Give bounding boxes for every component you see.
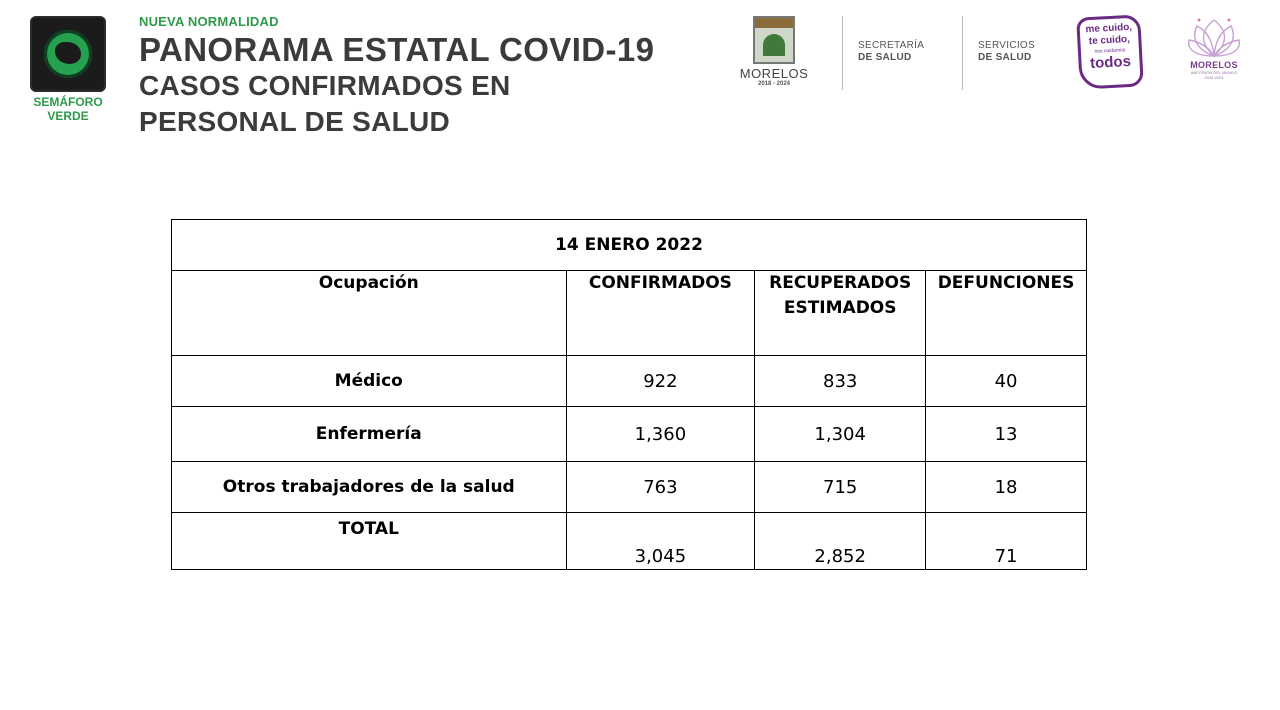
dep1-line2: DE SALUD	[858, 52, 912, 63]
cell-confirmados: 1,360	[566, 407, 755, 462]
table-row	[172, 356, 1087, 407]
cuido-line3: nos cuidamos	[1094, 47, 1126, 55]
page-subtitle-line2: PERSONAL DE SALUD	[139, 106, 451, 137]
table-row	[172, 462, 1087, 513]
cell-recuperados: 1,304	[755, 407, 926, 462]
dep2-line2: DE SALUD	[978, 52, 1032, 63]
cell-ocupacion: TOTAL	[172, 513, 567, 570]
page-subtitle-line1: CASOS CONFIRMADOS EN	[139, 70, 511, 101]
divider	[962, 16, 963, 90]
cell-ocupacion: Otros trabajadores de la salud	[172, 462, 567, 513]
table-date-row	[172, 220, 1087, 271]
morelos-government-logo	[738, 14, 810, 87]
report-date: 14 ENERO 2022	[172, 220, 1087, 271]
cell-defunciones: 13	[926, 407, 1087, 462]
cell-defunciones: 71	[926, 513, 1087, 570]
traffic-light-icon	[30, 16, 106, 92]
cell-defunciones: 18	[926, 462, 1087, 513]
divider	[842, 16, 843, 90]
cell-recuperados: 2,852	[755, 513, 926, 570]
morelos-logo-years: 2018 - 2024	[757, 81, 791, 87]
cuido-line1: me cuido,	[1085, 21, 1133, 36]
morelos-logo-name: MORELOS	[739, 66, 809, 81]
lotus-logo-sub: ANFITRIÓN DEL MUNDO	[1190, 70, 1238, 75]
morelos-lotus-logo	[1182, 14, 1246, 80]
state-map-silhouette	[55, 42, 81, 64]
cell-confirmados: 3,045	[566, 513, 755, 570]
servicios-salud-logo	[978, 40, 1035, 64]
cell-defunciones: 40	[926, 356, 1087, 407]
cell-ocupacion: Médico	[172, 356, 567, 407]
secretaria-salud-logo	[858, 40, 924, 64]
lotus-icon	[1187, 14, 1241, 60]
table-header-row	[172, 271, 1087, 356]
semaforo-label	[28, 95, 108, 123]
cell-confirmados: 922	[566, 356, 755, 407]
column-header-confirmados: CONFIRMADOS	[566, 271, 755, 356]
column-header-defunciones: DEFUNCIONES	[926, 271, 1087, 356]
cell-confirmados: 763	[566, 462, 755, 513]
semaforo-label-line1: SEMÁFORO	[33, 95, 103, 109]
me-cuido-campaign-logo	[1076, 14, 1144, 89]
state-crest-icon	[753, 16, 795, 64]
dep1-line1: SECRETARÍA	[858, 40, 925, 51]
institution-logos	[738, 14, 1258, 94]
cell-recuperados: 715	[755, 462, 926, 513]
cases-table	[171, 219, 1087, 570]
semaforo-label-line2: VERDE	[47, 109, 89, 123]
column-header-ocupacion: Ocupación	[172, 271, 567, 356]
cell-recuperados: 833	[755, 356, 926, 407]
table-row	[172, 407, 1087, 462]
lotus-logo-years: 2018-2024	[1204, 75, 1224, 80]
semaforo-badge	[28, 16, 108, 123]
page-title: PANORAMA ESTATAL COVID-19	[139, 31, 655, 68]
column-header-recuperados: RECUPERADOS ESTIMADOS	[755, 271, 926, 356]
cuido-line2: te cuido,	[1088, 33, 1131, 48]
kicker: NUEVA NORMALIDAD	[139, 14, 279, 29]
cuido-line4: todos	[1089, 52, 1132, 73]
lotus-logo-name: MORELOS	[1190, 60, 1238, 70]
page-header	[139, 14, 654, 140]
dep2-line1: SERVICIOS	[978, 40, 1035, 51]
table-total-row	[172, 513, 1087, 570]
cell-ocupacion: Enfermería	[172, 407, 567, 462]
